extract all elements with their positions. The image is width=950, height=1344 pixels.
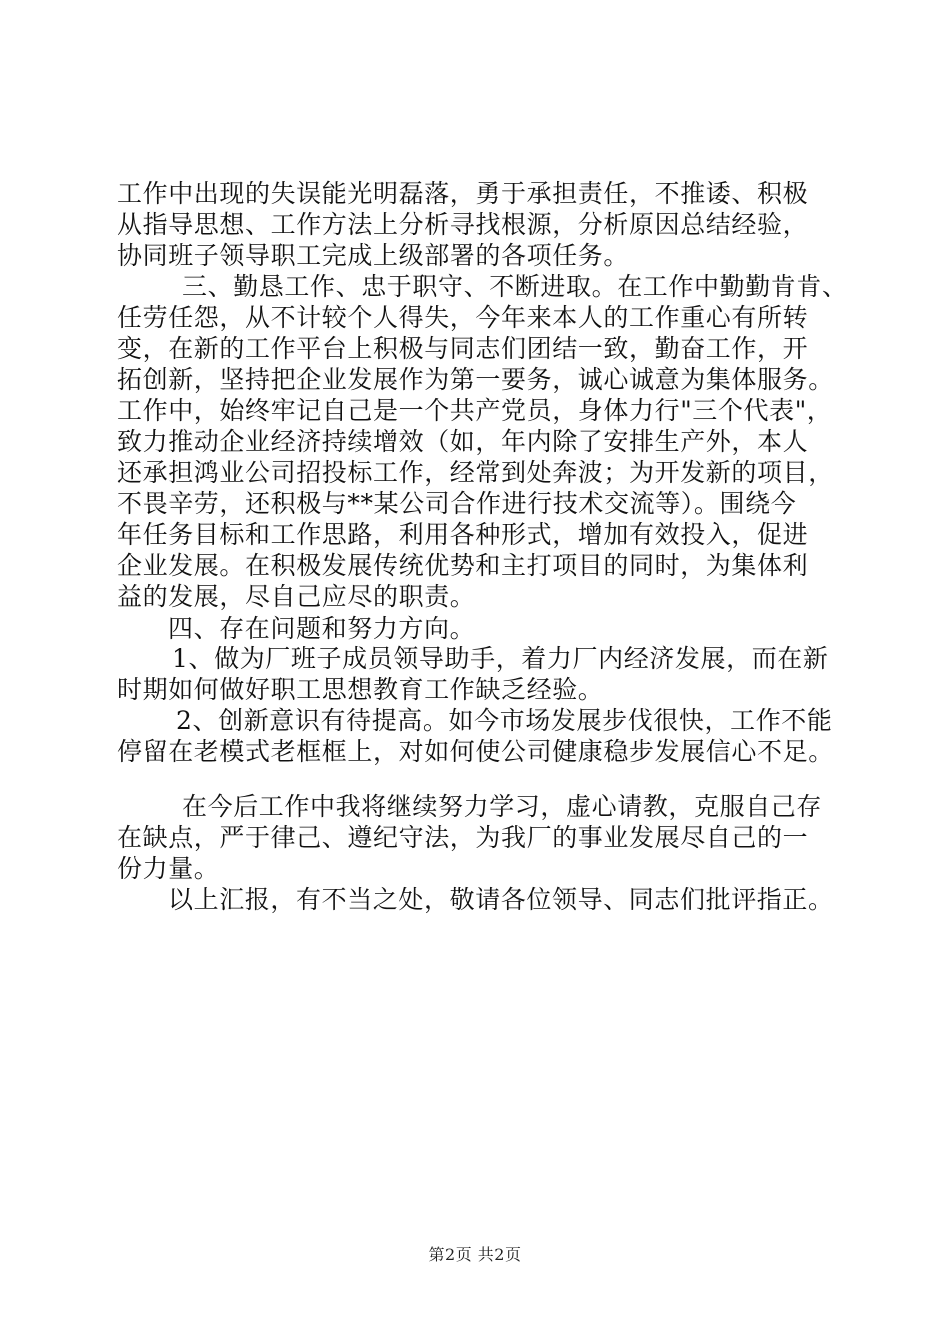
body-line: 年任务目标和工作思路，利用各种形式，增加有效投入，促进 (117, 520, 809, 549)
page-number-footer: 第2页 共2页 (428, 1245, 522, 1264)
closing-paragraph-line: 在今后工作中我将继续努力学习，虚心请教，克服自己存 (182, 792, 823, 821)
body-line: 不畏辛劳，还积极与**某公司合作进行技术交流等）。围绕今 (117, 489, 797, 518)
body-line: 在缺点，严于律己、遵纪守法，为我厂的事业发展尽自己的一 (117, 823, 809, 852)
body-line: 还承担鸿业公司招投标工作，经常到处奔波；为开发新的项目， (117, 458, 834, 487)
body-line: 停留在老模式老框框上，对如何使公司健康稳步发展信心不足。 (117, 737, 834, 766)
body-line: 致力推动企业经济持续增效（如，年内除了安排生产外，本人 (117, 427, 809, 456)
closing-statement-line: 以上汇报，有不当之处，敬请各位领导、同志们批评指正。 (168, 885, 834, 914)
section-four-heading-line: 四、存在问题和努力方向。 (168, 614, 476, 643)
body-line: 任劳任怨，从不计较个人得失，今年来本人的工作重心有所转 (117, 303, 809, 332)
body-line: 工作中，始终牢记自己是一个共产党员，身体力行"三个代表"， (117, 396, 833, 425)
list-item-1-line: 1、做为厂班子成员领导助手，着力厂内经济发展，而在新 (172, 644, 829, 673)
body-line: 时期如何做好职工思想教育工作缺乏经验。 (117, 675, 604, 704)
body-line: 益的发展，尽自己应尽的职责。 (117, 582, 476, 611)
body-line: 份力量。 (117, 854, 220, 883)
body-line: 拓创新，坚持把企业发展作为第一要务，诚心诚意为集体服务。 (117, 365, 834, 394)
body-line: 协同班子领导职工完成上级部署的各项任务。 (117, 241, 630, 270)
list-item-2-line: 2、创新意识有待提高。如今市场发展步伐很快，工作不能 (176, 706, 833, 735)
body-line: 从指导思想、工作方法上分析寻找根源，分析原因总结经验， (117, 210, 809, 239)
body-line: 变，在新的工作平台上积极与同志们团结一致，勤奋工作，开 (117, 334, 809, 363)
body-line: 企业发展。在积极发展传统优势和主打项目的同时，为集体利 (117, 551, 809, 580)
body-line: 工作中出现的失误能光明磊落，勇于承担责任，不推诿、积极 (117, 179, 809, 208)
section-three-heading-line: 三、勤恳工作、忠于职守、不断进取。在工作中勤勤肯肯、 (182, 272, 848, 301)
